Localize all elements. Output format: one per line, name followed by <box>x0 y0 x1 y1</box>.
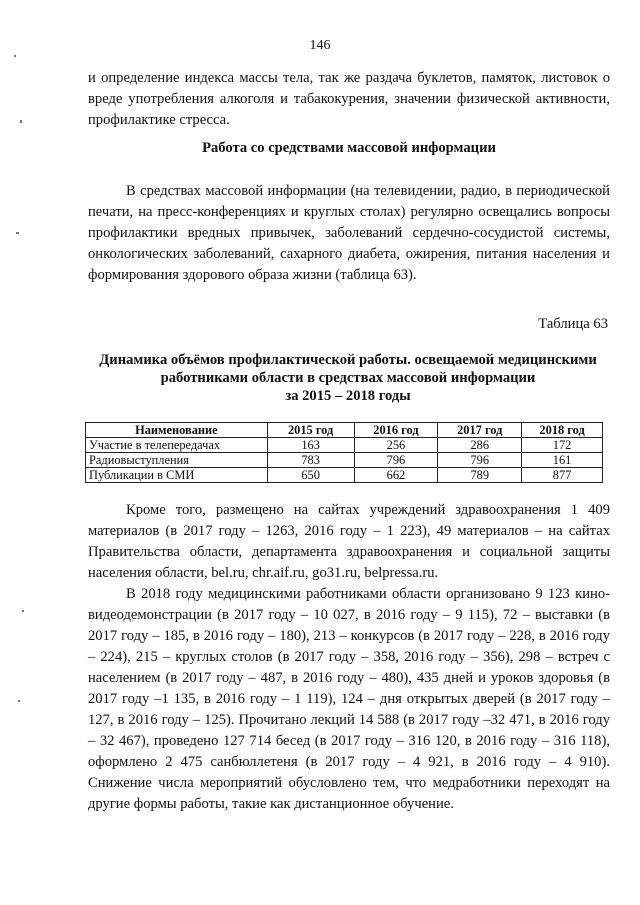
table-title-line-1: Динамика объёмов профилактической работы. освещаемой медицинскими <box>99 352 597 368</box>
cell-value: 783 <box>267 453 354 468</box>
cell-value: 789 <box>438 468 522 483</box>
header-name: Наименование <box>86 423 268 438</box>
row-label: Публикации в СМИ <box>86 468 268 483</box>
table-title <box>80 351 616 405</box>
table-label: Таблица 63 <box>538 316 608 332</box>
cell-value: 286 <box>438 438 522 453</box>
header-2018: 2018 год <box>522 423 603 438</box>
page-number: 146 <box>309 38 331 53</box>
table-row <box>86 453 603 468</box>
row-label: Радиовыступления <box>86 453 268 468</box>
web-publications-paragraph: Кроме того, размещено на сайтах учреждений здравоохранения 1 409 материалов (в 2017 году – 1263, 2016 году – 1 223), 49 материалов – на сайтах Правительства области, департамента здравоохранения и социальной защиты населения области, bel.ru, chr.aif.ru, go31.ru, belpressa.ru. <box>88 502 610 581</box>
cell-value: 796 <box>354 453 438 468</box>
scan-speck <box>22 610 24 612</box>
cell-value: 650 <box>267 468 354 483</box>
intro-paragraph: и определение индекса массы тела, так же раздача буклетов, памяток, листовок о вреде употребления алкоголя и табакокурения, значении физической активности, профилактике стресса. <box>88 70 610 128</box>
media-paragraph: В средствах массовой информации (на телевидении, радио, в периодической печати, на пресс-конференциях и круглых столах) регулярно освещались вопросы профилактики вредных привычек, заболеваний сердечно-сосудистой системы, онкологических заболеваний, сахарного диабета, ожирения, питания населения и формирования здорового образа жизни (таблица 63). <box>88 183 610 283</box>
cell-value: 796 <box>438 453 522 468</box>
table-header-row <box>86 423 603 438</box>
table-title-line-2: работниками области в средствах массовой информации <box>160 370 536 386</box>
table-row <box>86 438 603 453</box>
row-label: Участие в телепередачах <box>86 438 268 453</box>
cell-value: 163 <box>267 438 354 453</box>
cell-value: 256 <box>354 438 438 453</box>
header-2017: 2017 год <box>438 423 522 438</box>
header-2016: 2016 год <box>354 423 438 438</box>
cell-value: 662 <box>354 468 438 483</box>
events-paragraph: В 2018 году медицинскими работниками области организовано 9 123 кино-видеодемонстрации (в 2017 году – 10 027, в 2016 году – 9 115), 72 – выставки (в 2017 году – 185, в 2016 году – 180), 213 – конкурсов (в 2017 году – 228, в 2016 году – 224), 215 – круглых столов (в 2017 году – 358, 2016 году – 356), 298 – встреч с населением (в 2017 году – 487, в 2016 году – 480), 435 дней и уроков здоровья (в 2017 году –1 135, в 2016 году – 1 119), 124 – дня открытых дверей (в 2017 году – 127, в 2016 году – 125). Прочитано лекций 14 588 (в 2017 году –32 471, в 2016 году – 32 467), проведено 127 714 бесед (в 2017 году – 316 120, в 2016 году – 316 118), оформлено 2 475 санбюллетеня (в 2017 году – 4 921, в 2016 году – 4 910). Снижение числа мероприятий обусловлено тем, что медработники переходят на другие формы работы, такие как дистанционное обучение. <box>88 586 610 812</box>
scan-speck <box>20 120 22 123</box>
section-title: Работа со средствами массовой информации <box>202 140 496 156</box>
scan-speck <box>18 700 20 702</box>
table-title-line-3: за 2015 – 2018 годы <box>285 388 411 404</box>
cell-value: 161 <box>522 453 603 468</box>
header-2015: 2015 год <box>267 423 354 438</box>
scan-speck <box>16 232 19 234</box>
scan-speck <box>14 55 16 57</box>
media-work-table <box>85 422 603 483</box>
table-row <box>86 468 603 483</box>
cell-value: 877 <box>522 468 603 483</box>
cell-value: 172 <box>522 438 603 453</box>
